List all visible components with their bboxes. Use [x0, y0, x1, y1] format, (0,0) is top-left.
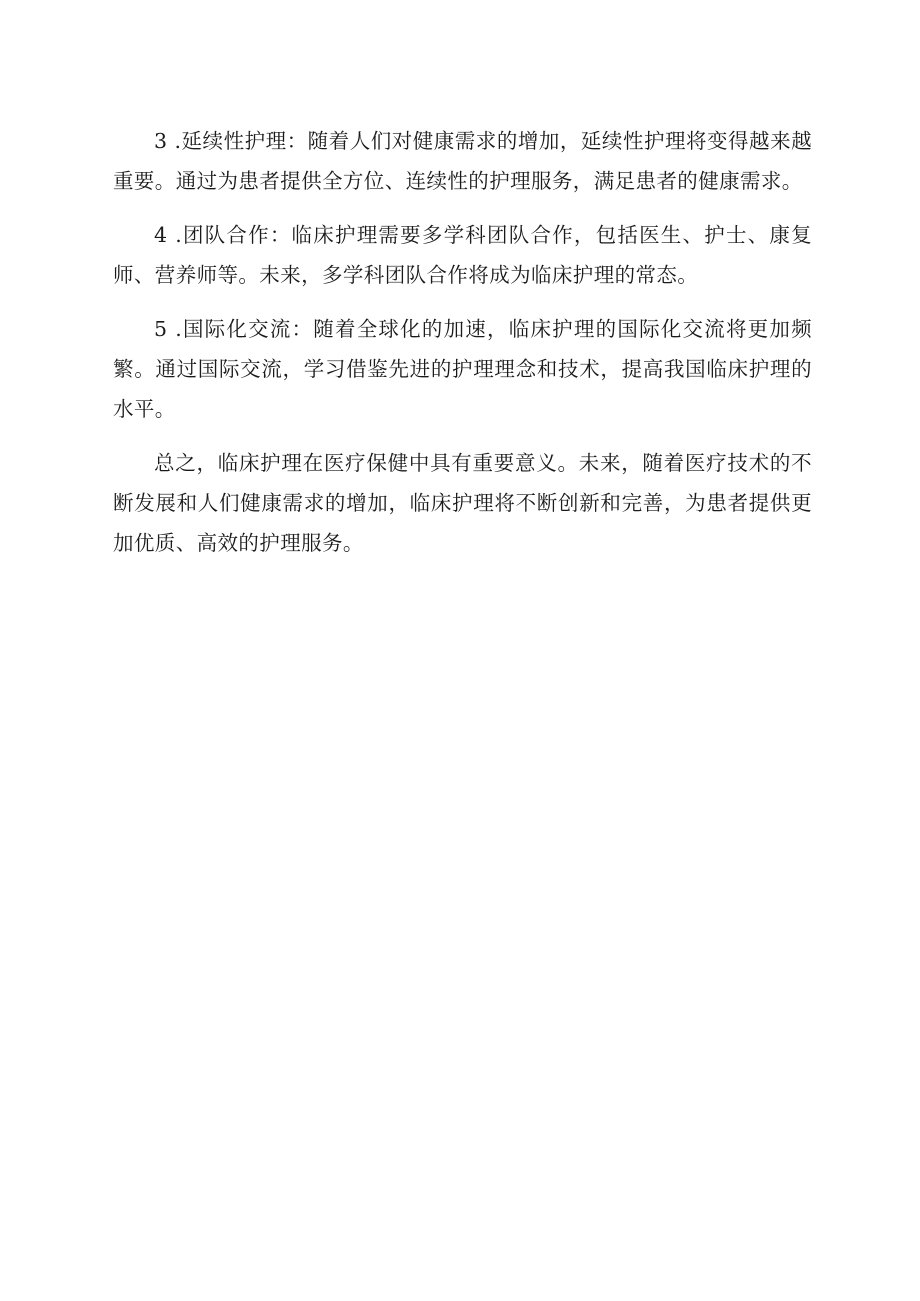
- paragraph-conclusion: [113, 443, 812, 563]
- paragraph-international-exchange: [113, 309, 812, 429]
- paragraph-text: 总之，临床护理在医疗保健中具有重要意义。未来，随着医疗技术的不断发展和人们健康需求的增加，临床护理将不断创新和完善，为患者提供更加优质、高效的护理服务。: [113, 451, 812, 555]
- item-number: 4: [154, 223, 168, 247]
- item-number: 5: [154, 317, 168, 341]
- document-body: [113, 121, 812, 577]
- paragraph-text: .团队合作：临床护理需要多学科团队合作，包括医生、护士、康复师、营养师等。未来，多学科团队合作将成为临床护理的常态。: [113, 223, 813, 287]
- item-number: 3: [154, 129, 168, 153]
- paragraph-text: .延续性护理：随着人们对健康需求的增加，延续性护理将变得越来越重要。通过为患者提供全方位、连续性的护理服务，满足患者的健康需求。: [113, 129, 812, 193]
- paragraph-team-collaboration: [113, 215, 812, 295]
- paragraph-continuity-care: [113, 121, 812, 201]
- paragraph-text: .国际化交流：随着全球化的加速，临床护理的国际化交流将更加频繁。通过国际交流，学习借鉴先进的护理理念和技术，提高我国临床护理的水平。: [113, 317, 813, 421]
